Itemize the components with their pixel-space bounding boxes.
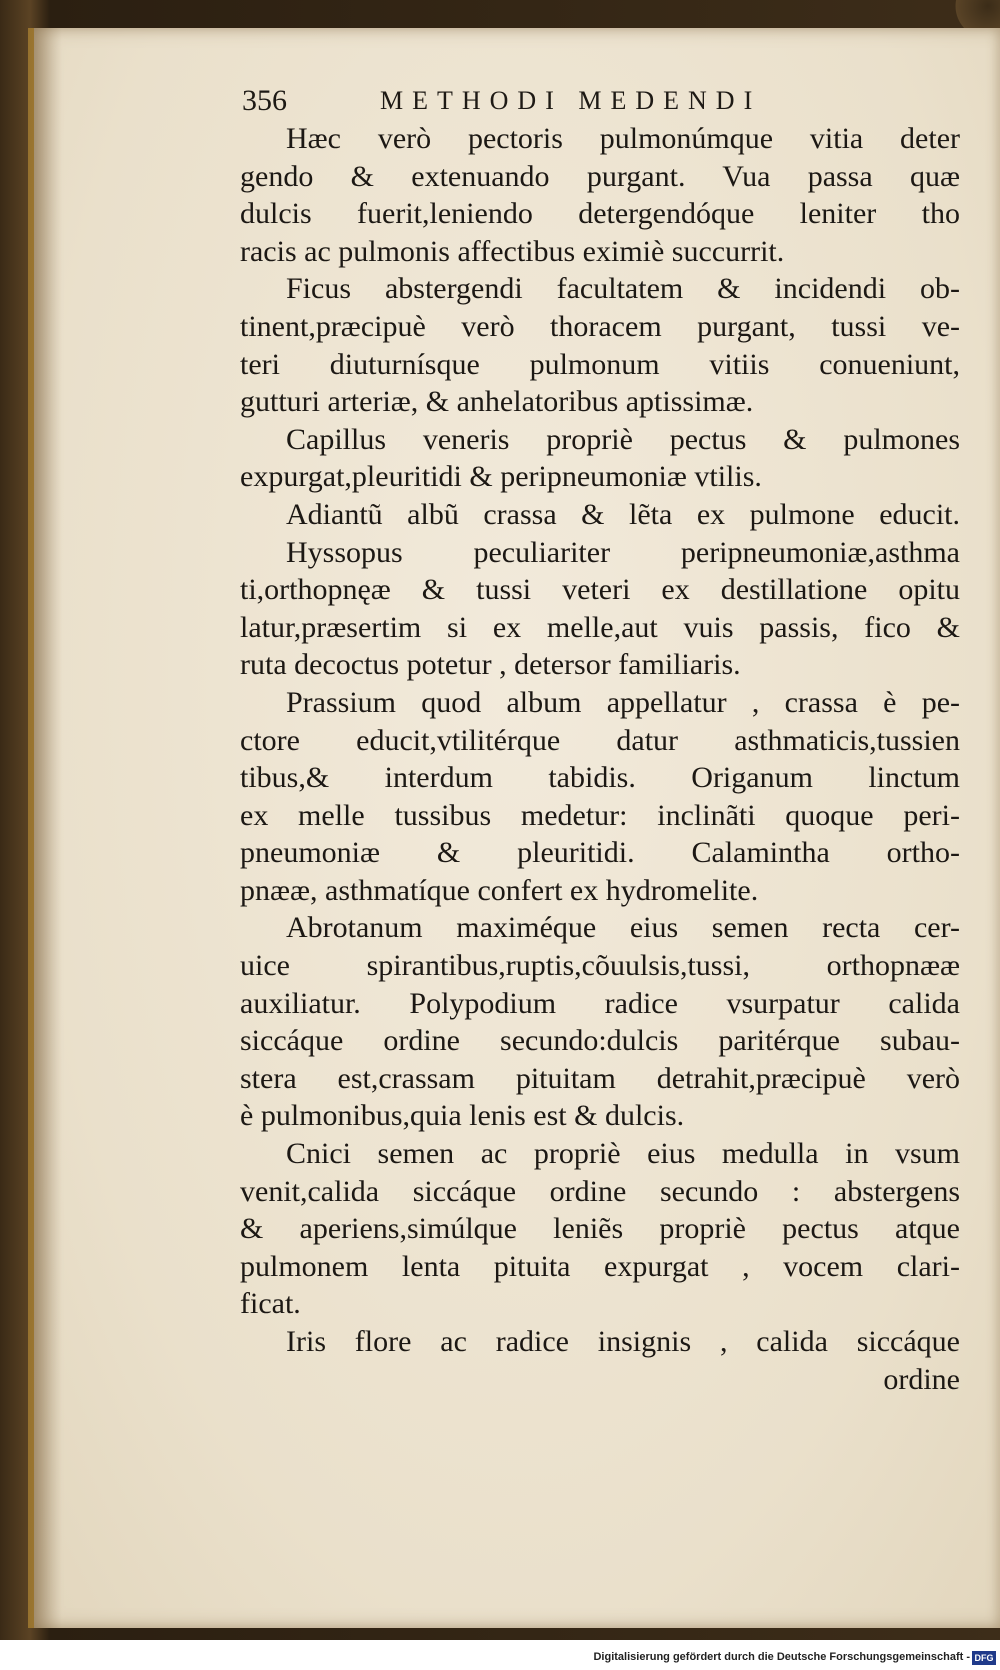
text-line: Iris flore ac radice insignis , calida siccáque: [286, 1325, 960, 1358]
text-line: pneumoniæ & pleuritidi. Calamintha ortho-: [240, 836, 960, 870]
text-line: Hæc verò pectoris pulmonúmque vitia deter: [286, 122, 960, 155]
text-line: teri diuturnísque pulmonum vitiis conueniunt,: [240, 347, 960, 381]
text-line: Prassium quod album appellatur , crassa è pe-: [286, 685, 960, 719]
text-line: ti,orthopnęæ & tussi veteri ex destillatione opitu: [240, 573, 960, 607]
text-line: gutturi arteriæ, & anhelatoribus aptissimæ.: [240, 385, 754, 419]
dfg-logo-icon: DFG: [972, 1651, 996, 1665]
text-line: stera est,crassam pituitam detrahit,præcipuè verò: [240, 1061, 960, 1095]
text-line: gendo & extenuando purgant. Vua passa quæ: [240, 159, 960, 193]
page-header: [242, 84, 832, 120]
body-text: [240, 120, 960, 1398]
text-line: pulmonem lenta pituita expurgat , vocem clari-: [240, 1249, 960, 1283]
binding-corner: [940, 0, 1000, 30]
catchword: ordine: [883, 1362, 960, 1396]
text-line: auxiliatur. Polypodium radice vsurpatur calida: [240, 986, 960, 1020]
text-line: dulcis fuerit,leniendo detergendóque leniter tho: [240, 197, 960, 231]
text-line: latur,præsertim si ex melle,aut vuis passis, fico &: [240, 610, 960, 644]
text-line: Hyssopus peculiariter peripneumoniæ,asthma: [286, 535, 960, 569]
text-line: Abrotanum maximéque eius semen recta cer-: [286, 911, 960, 945]
text-line: Capillus veneris propriè pectus & pulmones: [286, 422, 960, 456]
text-line: pnææ, asthmatíque confert ex hydromelite.: [240, 873, 759, 907]
text-line: tinent,præcipuè verò thoracem purgant, tussi ve-: [240, 309, 960, 343]
footer-credit: Digitalisierung gefördert durch die Deutsche Forschungsgemeinschaft -: [593, 1651, 970, 1663]
text-line: Ficus abstergendi facultatem & incidendi ob-: [286, 272, 960, 306]
text-line: racis ac pulmonis affectibus eximiè succurrit.: [240, 234, 785, 268]
text-line: ex melle tussibus medetur: inclinãti quoque peri-: [240, 798, 960, 832]
text-line: ficat.: [240, 1287, 301, 1321]
text-line: ctore educit,vtilitérque datur asthmaticis,tussien: [240, 723, 960, 757]
text-line: venit,calida siccáque ordine secundo : abstergens: [240, 1174, 960, 1208]
text-line: Adiantũ albũ crassa & lẽta ex pulmone educit.: [286, 497, 960, 531]
text-line: uice spirantibus,ruptis,cõuulsis,tussi, orthopnææ: [240, 949, 960, 983]
text-line: siccáque ordine secundo:dulcis paritérque subau-: [240, 1024, 960, 1058]
text-line: Cnici semen ac propriè eius medulla in vsum: [286, 1137, 960, 1171]
running-head: METHODI MEDENDI: [380, 86, 762, 115]
text-line: expurgat,pleuritidi & peripneumoniæ vtilis.: [240, 460, 762, 494]
text-line: ruta decoctus potetur , detersor familiaris.: [240, 648, 741, 682]
text-line: & aperiens,simúlque leniẽs propriè pectus atque: [240, 1212, 960, 1246]
text-line: è pulmonibus,quia lenis est & dulcis.: [240, 1099, 685, 1133]
spine-shadow: [28, 28, 62, 1628]
page-number: 356: [242, 84, 287, 117]
text-line: tibus,& interdum tabidis. Origanum linctum: [240, 761, 960, 795]
